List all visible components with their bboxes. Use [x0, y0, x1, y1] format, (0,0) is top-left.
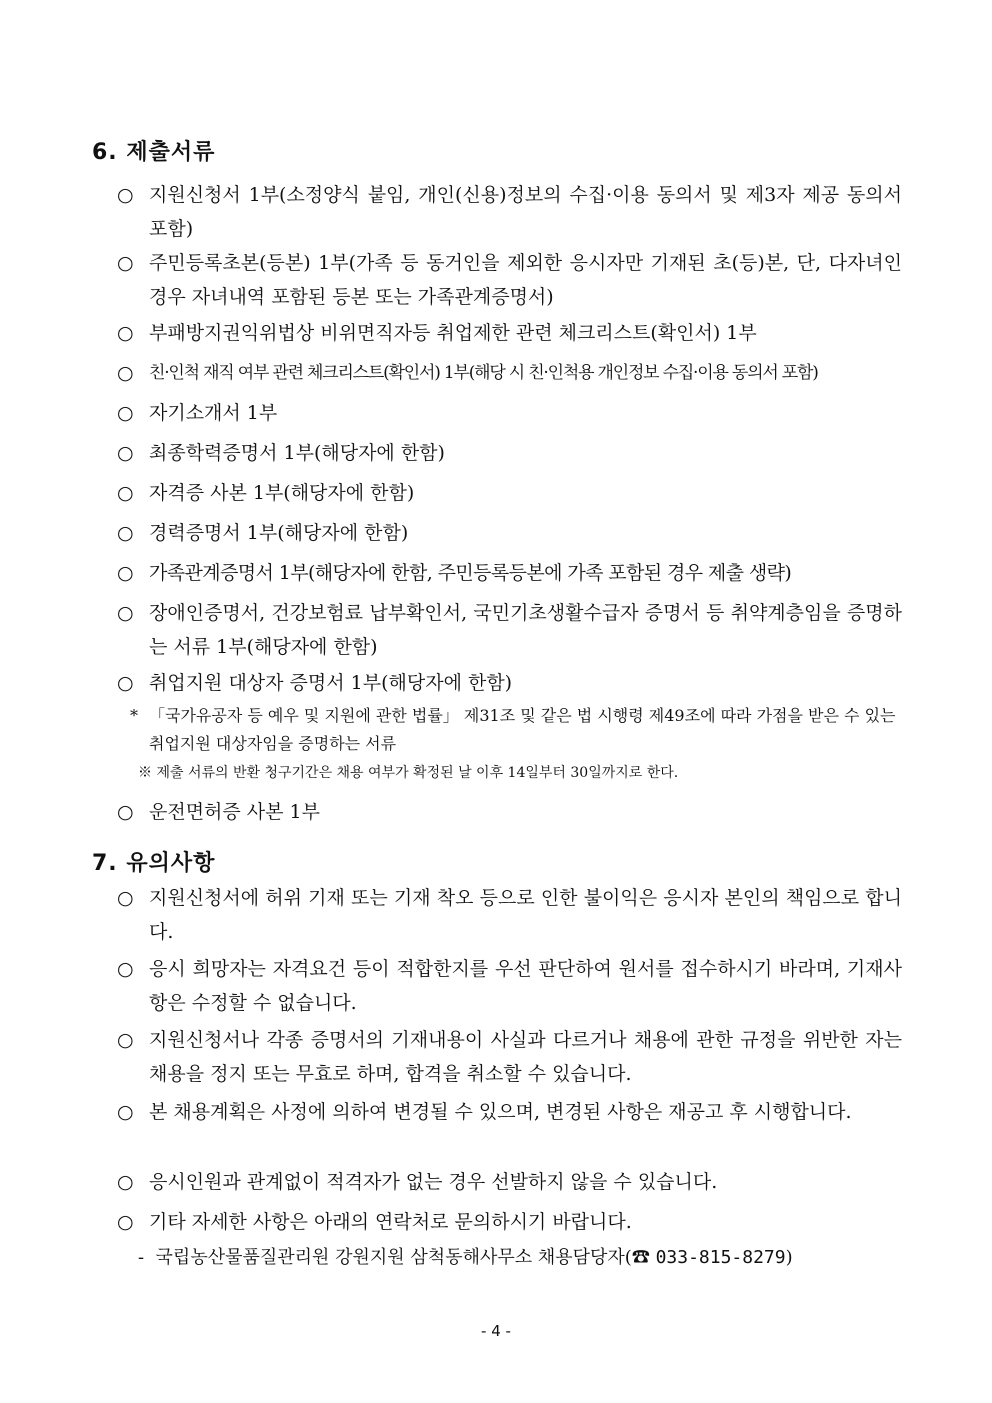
circle-bullet-icon: ○ — [117, 402, 134, 424]
footnote: * 「국가유공자 등 예우 및 지원에 관한 법률」 제31조 및 같은 법 시행령 제49조에 따라 가점을 받은 수 있는 취업지원 대상자임을 증명하는 서류 — [130, 702, 902, 758]
list-item: ○ 지원신청서 1부(소정양식 붙임, 개인(신용)정보의 수집·이용 동의서 및 제3자 제공 동의서 포함) — [117, 178, 902, 246]
circle-bullet-icon: ○ — [117, 958, 134, 980]
circle-bullet-icon: ○ — [117, 562, 134, 584]
contact-line — [138, 1243, 898, 1273]
list-item: ○ 경력증명서 1부(해당자에 한함) — [117, 516, 902, 550]
circle-bullet-icon: ○ — [117, 1029, 134, 1051]
circle-bullet-icon: ○ — [117, 887, 134, 909]
list-item: ○ 주민등록초본(등본) 1부(가족 등 동거인을 제외한 응시자만 기재된 초(등)본, 단, 다자녀인 경우 자녀내역 포함된 등본 또는 가족관계증명서) — [117, 246, 902, 314]
circle-bullet-icon: ○ — [117, 362, 134, 384]
return-period-remark: ※ 제출 서류의 반환 청구기간은 채용 여부가 확정된 날 이후 14일부터 30일까지로 한다. — [138, 765, 679, 781]
list-item: ○ 응시인원과 관계없이 적격자가 없는 경우 선발하지 않을 수 있습니다. — [117, 1165, 902, 1199]
section-heading-documents: 6. 제출서류 — [92, 140, 216, 165]
phone-number: 033-815-8279 — [655, 1247, 786, 1268]
circle-bullet-icon: ○ — [117, 322, 134, 344]
page-number: - 4 - — [481, 1322, 511, 1340]
list-item: ○ 취업지원 대상자 증명서 1부(해당자에 한함) — [117, 666, 902, 700]
section-heading-notes: 7. 유의사항 — [92, 851, 216, 876]
contact-org: 국립농산물품질관리원 강원지원 삼척동해사무소 채용담당자( — [155, 1247, 632, 1268]
circle-bullet-icon: ○ — [117, 1211, 134, 1233]
list-item: ○ 최종학력증명서 1부(해당자에 한함) — [117, 436, 902, 470]
circle-bullet-icon: ○ — [117, 801, 134, 823]
phone-icon: ☎ — [631, 1247, 650, 1268]
list-item: ○ 지원신청서나 각종 증명서의 기재내용이 사실과 다르거나 채용에 관한 규정을 위반한 자는 채용을 정지 또는 무효로 하며, 합격을 취소할 수 있습니다. — [117, 1023, 902, 1091]
list-item: ○ 응시 희망자는 자격요건 등이 적합한지를 우선 판단하여 원서를 접수하시기 바라며, 기재사항은 수정할 수 없습니다. — [117, 952, 902, 1020]
list-item: ○ 장애인증명서, 건강보험료 납부확인서, 국민기초생활수급자 증명서 등 취약계층임을 증명하는 서류 1부(해당자에 한함) — [117, 596, 902, 664]
list-item: ○ 자기소개서 1부 — [117, 396, 902, 430]
list-item: ○ 친·인척 재직 여부 관련 체크리스트(확인서) 1부(해당 시 친·인척용 개인정보 수집·이용 동의서 포함) — [117, 356, 902, 390]
list-item: ○ 본 채용계획은 사정에 의하여 변경될 수 있으며, 변경된 사항은 재공고 후 시행합니다. — [117, 1095, 902, 1129]
list-item: ○ 지원신청서에 허위 기재 또는 기재 착오 등으로 인한 불이익은 응시자 본인의 책임으로 합니다. — [117, 881, 902, 949]
list-item: ○ 운전면허증 사본 1부 — [117, 795, 902, 829]
circle-bullet-icon: ○ — [117, 482, 134, 504]
asterisk-icon: * — [130, 706, 138, 725]
circle-bullet-icon: ○ — [117, 522, 134, 544]
circle-bullet-icon: ○ — [117, 1171, 134, 1193]
list-item: ○ 가족관계증명서 1부(해당자에 한함, 주민등록등본에 가족 포함된 경우 제출 생략) — [117, 556, 902, 590]
dash-prefix: - — [138, 1247, 145, 1268]
circle-bullet-icon: ○ — [117, 442, 134, 464]
circle-bullet-icon: ○ — [117, 184, 134, 206]
list-item: ○ 기타 자세한 사항은 아래의 연락처로 문의하시기 바랍니다. — [117, 1205, 902, 1239]
circle-bullet-icon: ○ — [117, 672, 134, 694]
circle-bullet-icon: ○ — [117, 252, 134, 274]
list-item: ○ 자격증 사본 1부(해당자에 한함) — [117, 476, 902, 510]
circle-bullet-icon: ○ — [117, 1101, 134, 1123]
list-item: ○ 부패방지권익위법상 비위면직자등 취업제한 관련 체크리스트(확인서) 1부 — [117, 316, 902, 350]
circle-bullet-icon: ○ — [117, 602, 134, 624]
contact-suffix: ) — [785, 1247, 793, 1268]
